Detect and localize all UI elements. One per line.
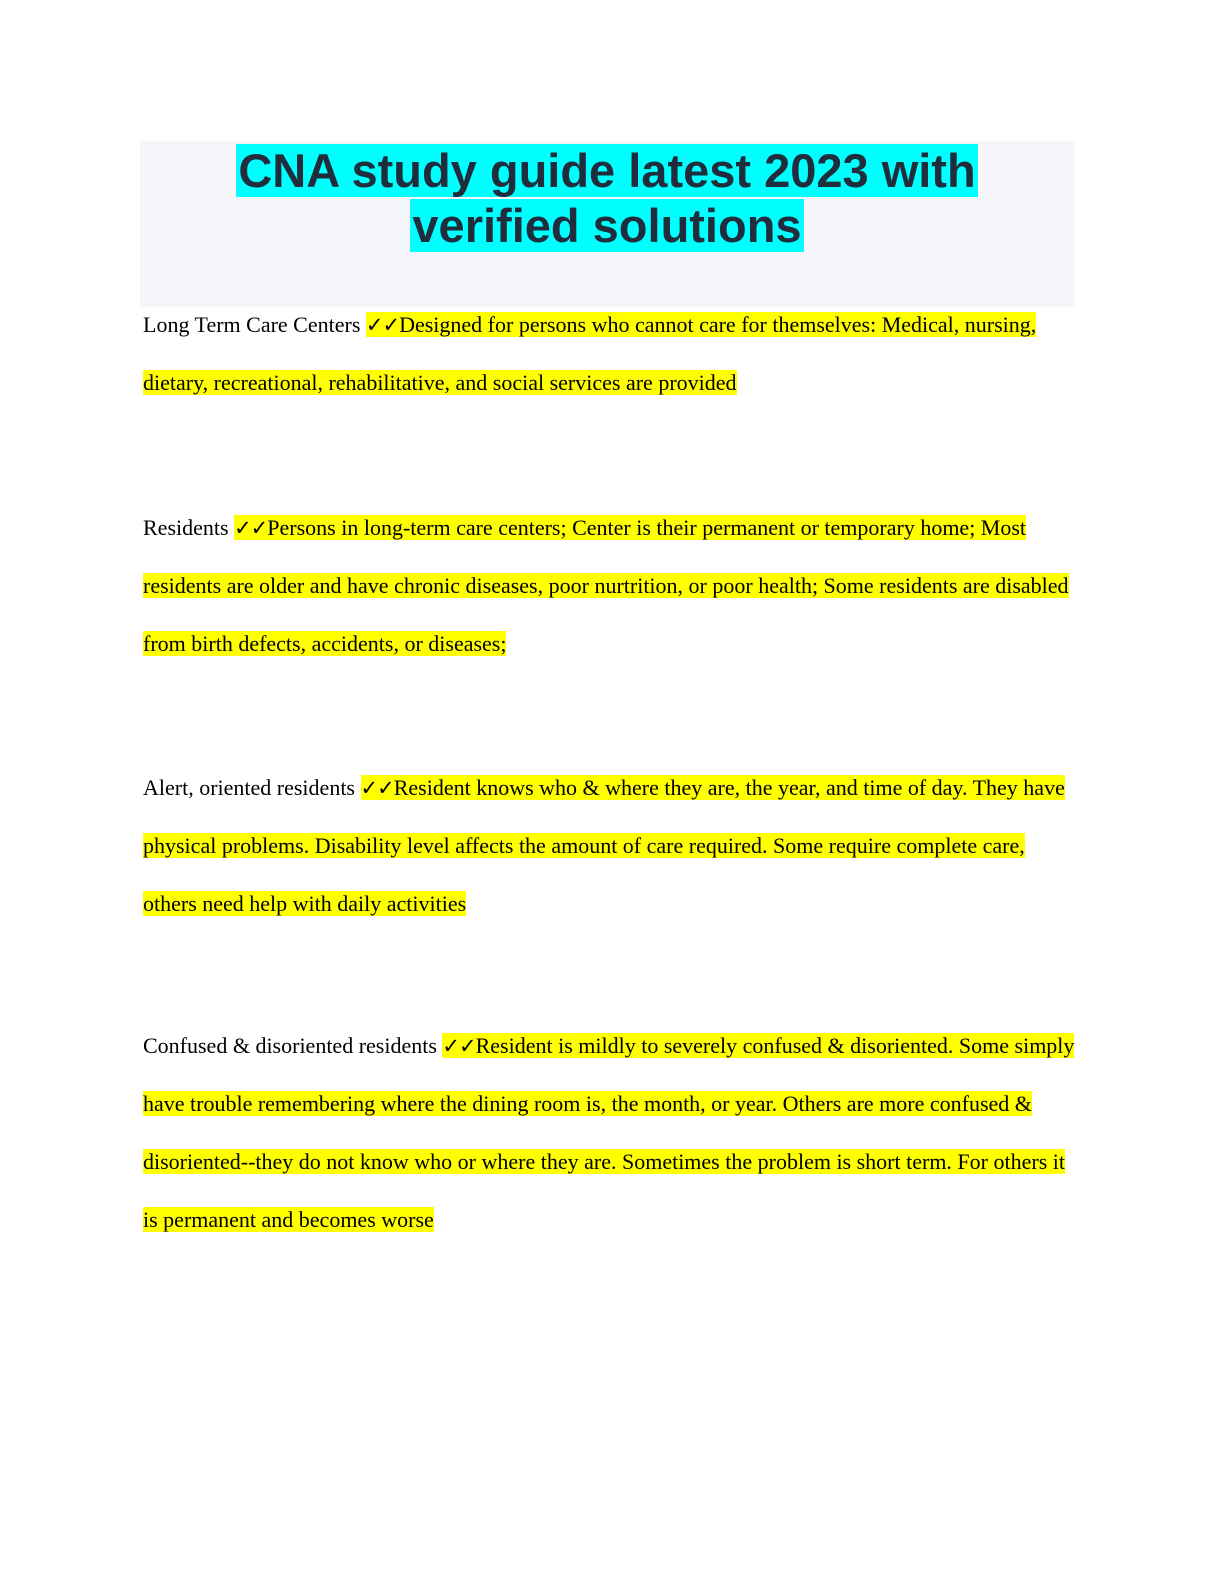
entry-term: Residents: [143, 515, 229, 540]
title-banner: [140, 141, 1074, 307]
study-entry: [143, 759, 1083, 933]
study-entry: [143, 499, 1083, 673]
check-icon: ✓✓: [360, 776, 394, 800]
entry-answer-text: Persons in long-term care centers; Center is their permanent or temporary home; Most residents are older and have chronic diseases, poor nurtrition, or poor health; Some residents are disabled from birth defects, accidents, or diseases;: [143, 515, 1069, 656]
entry-answer: [143, 515, 1069, 656]
entry-answer-text: Resident is mildly to severely confused & disoriented. Some simply have trouble remembering where the dining room is, the month, or year. Others are more confused & disoriented--they do not know who or where they are. Sometimes the problem is short term. For others it is permanent and becomes worse: [143, 1033, 1075, 1232]
study-entry: [143, 296, 1083, 412]
entry-answer-text: Resident knows who & where they are, the year, and time of day. They have physical problems. Disability level affects the amount of care required. Some require complete care, others need help with daily activities: [143, 775, 1065, 916]
study-entry: [143, 1017, 1083, 1249]
entry-answer-text: Designed for persons who cannot care for themselves: Medical, nursing, dietary, recreational, rehabilitative, and social services are provided: [143, 312, 1037, 395]
page-title: [140, 141, 1074, 253]
check-icon: ✓✓: [234, 516, 268, 540]
title-line-1: CNA study guide latest 2023 with: [238, 144, 976, 197]
check-icon: ✓✓: [442, 1034, 476, 1058]
entry-term: Long Term Care Centers: [143, 312, 361, 337]
title-line-2: verified solutions: [412, 199, 802, 252]
entry-term: Alert, oriented residents: [143, 775, 355, 800]
check-icon: ✓✓: [365, 313, 400, 337]
entry-answer: [143, 1033, 1074, 1232]
entry-term: Confused & disoriented residents: [143, 1033, 437, 1058]
